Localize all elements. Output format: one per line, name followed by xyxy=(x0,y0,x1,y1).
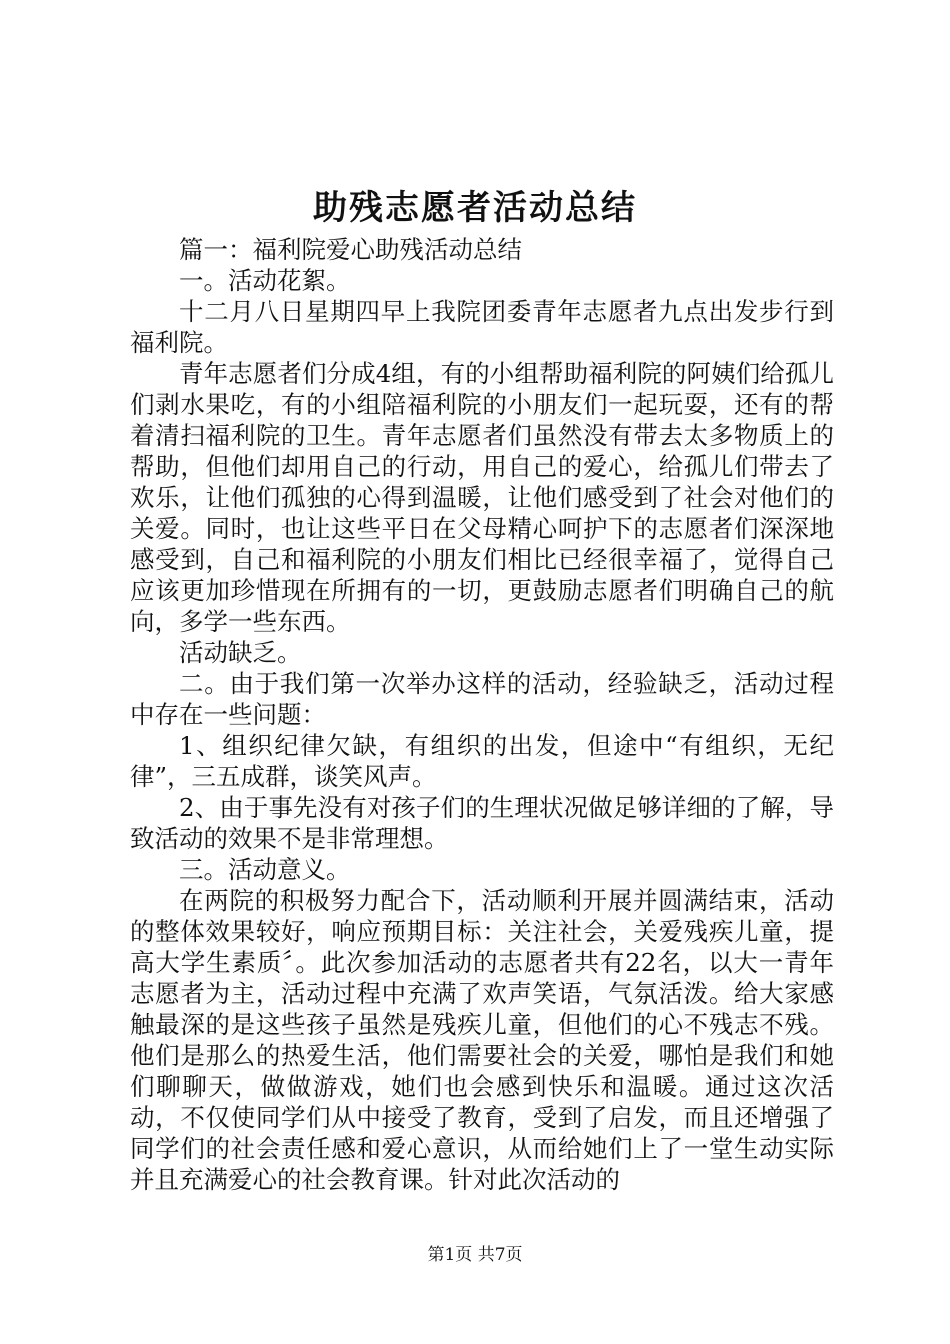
page-footer: 第1页 共7页 xyxy=(427,1245,523,1265)
paragraph-list-item: 2、由于事先没有对孩子们的生理状况做足够详细的了解，导致活动的效果不是非常理想。 xyxy=(130,793,834,853)
paragraph-shortcomings-heading: 活动缺乏。 xyxy=(179,638,302,667)
document-title: 助残志愿者活动总结 xyxy=(313,188,637,228)
paragraph-significance-heading: 三。活动意义。 xyxy=(179,855,351,884)
paragraph-highlights-heading: 一。活动花絮。 xyxy=(179,266,351,295)
paragraph: 在两院的积极努力配合下，活动顺利开展并圆满结束，活动的整体效果较好，响应预期目标：关注社会，关爱残疾儿童，提高大学生素质〞。此次参加活动的志愿者共有22名，以大一青年志愿者为主，活动过程中充满了欢声笑语，气氛活泼。给大家感触最深的是这些孩子虽然是残疾儿童，但他们的心不残志不残。他们是那么的热爱生活，他们需要社会的关爱，哪怕是我们和她们聊聊天，做做游戏，她们也会感到快乐和温暖。通过这次活动，不仅使同学们从中接受了教育，受到了启发，而且还增强了同学们的社会责任感和爱心意识，从而给她们上了一堂生动实际并且充满爱心的社会教育课。针对此次活动的 xyxy=(130,886,834,1194)
paragraph: 十二月八日星期四早上我院团委青年志愿者九点出发步行到福利院。 xyxy=(130,297,834,357)
paragraph: 青年志愿者们分成4组，有的小组帮助福利院的阿姨们给孤儿们剥水果吃，有的小组陪福利院的小朋友们一起玩耍，还有的帮着清扫福利院的卫生。青年志愿者们虽然没有带去太多物质上的帮助，但他们却用自己的行动，用自己的爱心，给孤儿们带去了欢乐，让他们孤独的心得到温暖，让他们感受到了社会对他们的关爱。同时，也让这些平日在父母精心呵护下的志愿者们深深地感受到，自己和福利院的小朋友们相比已经很幸福了，觉得自己应该更加珍惜现在所拥有的一切，更鼓励志愿者们明确自己的航向，多学一些东西。 xyxy=(130,359,834,636)
paragraph-list-item: 1、组织纪律欠缺，有组织的出发，但途中“有组织，无纪律”，三五成群，谈笑风声。 xyxy=(130,731,834,791)
document-body xyxy=(130,234,834,1195)
paragraph-section-one-heading: 篇一：福利院爱心助残活动总结 xyxy=(179,235,522,264)
paragraph: 二。由于我们第一次举办这样的活动，经验缺乏，活动过程中存在一些问题： xyxy=(130,669,834,729)
